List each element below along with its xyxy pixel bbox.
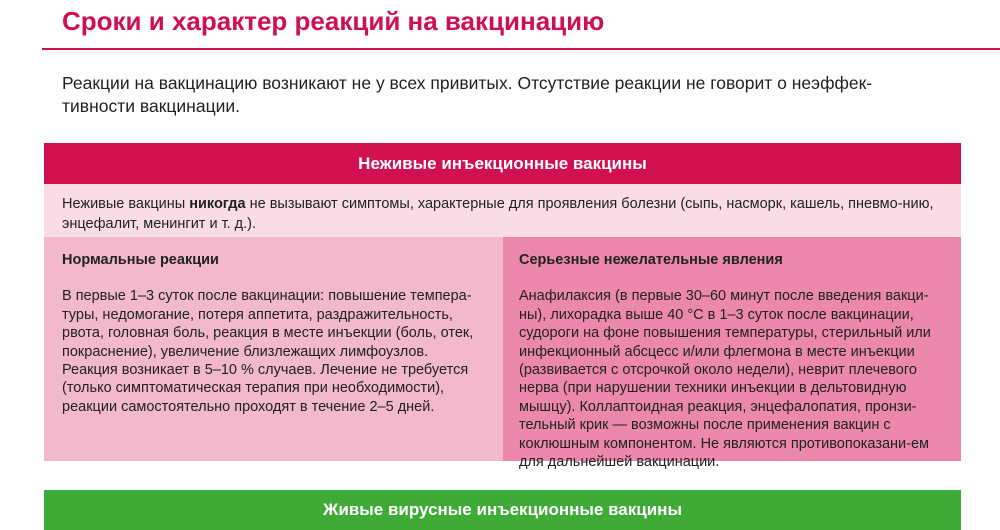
live-vaccines-title: Живые вирусные инъекционные вакцины — [323, 500, 682, 519]
note-emphasis: никогда — [189, 196, 246, 212]
live-vaccines-header — [44, 490, 961, 530]
serious-adverse-events-title: Серьезные нежелательные явления — [519, 252, 783, 268]
serious-adverse-events-text: Анафилаксия (в первые 30–60 минут после введения вакци-ны), лихорадка выше 40 °C в 1–3 суток после вакцинации, судороги на фоне повышения температуры, стерильный или инфекционный абсцесс и/или флегмона в месте инъекции (развивается с отсрочкой около недели), неврит плечевого нерва (при нарушении техники инъекции в дельтовидную мышцу). Коллаптоидная реакция, энцефалопатия, пронзи-тельный крик — возможны после применения вакцин с коклюшным компонентом. Не являются противопоказани-ем для дальнейшей вакцинации. — [519, 288, 931, 471]
inactivated-vaccines-header — [44, 143, 961, 184]
inactivated-vaccines-title: Неживые инъекционные вакцины — [358, 153, 647, 173]
title-divider — [42, 48, 1000, 50]
normal-reactions-text: В первые 1–3 суток после вакцинации: повышение темпера-туры, недомогание, потеря аппетита, раздражительность, рвота, головная боль, реакция в месте инъекции (боль, отек, покраснение), увеличение близлежащих лимфоузлов. Реакция возникает в 5–10 % случаев. Лечение не требуется (только симптоматическая терапия при необходимости), реакции самостоятельно проходят в течение 2–5 дней. — [62, 288, 474, 415]
normal-reactions-panel — [44, 237, 503, 461]
inactivated-vaccines-note — [44, 184, 961, 237]
page-title: Сроки и характер реакций на вакцинацию — [62, 6, 605, 36]
serious-adverse-events-panel — [503, 237, 961, 471]
normal-reactions-title: Нормальные реакции — [62, 252, 219, 268]
intro-paragraph: Реакции на вакцинацию возникают не у всех привитых. Отсутствие реакции не говорит о неэффек-тивности вакцинации. — [62, 73, 873, 116]
note-text-end: не вызывают симптомы, характерные для проявления болезни (сыпь, насморк, кашель, пневмо-нию, энцефалит, менингит и т. д.). — [62, 196, 934, 232]
note-text-start: Неживые вакцины — [62, 196, 190, 212]
